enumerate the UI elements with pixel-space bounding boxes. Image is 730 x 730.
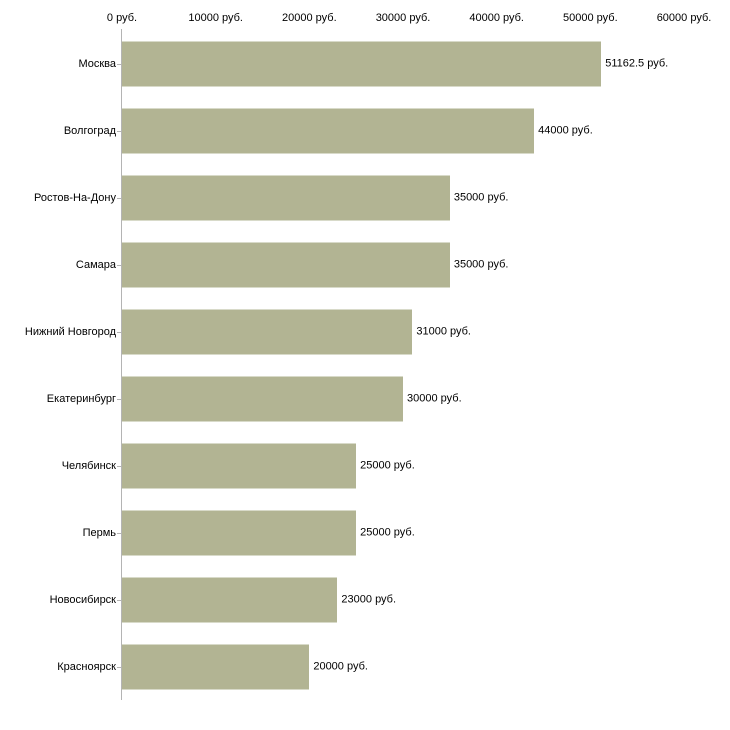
- bar[interactable]: [122, 577, 337, 622]
- bar-group: [122, 242, 508, 287]
- category-label: Самара: [75, 258, 116, 271]
- category-label: Екатеринбург: [46, 392, 116, 405]
- bar-row: [0, 298, 730, 365]
- bar-value-label: 25000 руб.: [360, 459, 415, 472]
- x-axis-tick-label: 50000 руб.: [563, 12, 618, 24]
- bar-row: [0, 365, 730, 432]
- x-axis-tick-label: 40000 руб.: [469, 12, 524, 24]
- category-label: Красноярск: [57, 660, 116, 673]
- y-axis-tick-mark: [117, 198, 121, 199]
- category-label: Москва: [78, 57, 116, 70]
- category-label: Челябинск: [61, 459, 116, 472]
- bar[interactable]: [122, 108, 534, 153]
- bar-group: [122, 376, 462, 421]
- category-label: Новосибирск: [49, 593, 116, 606]
- bar-group: [122, 309, 471, 354]
- bar-row: [0, 633, 730, 700]
- bar-value-label: 23000 руб.: [341, 593, 397, 606]
- category-label: Волгоград: [63, 124, 116, 137]
- bar[interactable]: [122, 376, 403, 421]
- bar-group: [122, 577, 396, 622]
- bar[interactable]: [122, 242, 450, 287]
- category-label: Пермь: [82, 526, 116, 539]
- bar[interactable]: [122, 175, 450, 220]
- bar-row: [0, 499, 730, 566]
- category-label: Нижний Новгород: [24, 325, 116, 338]
- y-axis-tick-mark: [117, 332, 121, 333]
- x-axis-tick-label: 20000 руб.: [282, 12, 337, 24]
- bar-group: [122, 443, 415, 488]
- y-axis-tick-mark: [117, 399, 121, 400]
- bar-row: [0, 30, 730, 97]
- x-axis-tick-label: 0 руб.: [106, 12, 138, 24]
- bar-value-label: 31000 руб.: [416, 325, 471, 338]
- bar-row: [0, 231, 730, 298]
- bar-value-label: 30000 руб.: [407, 392, 462, 405]
- bar-value-label: 51162.5 руб.: [605, 57, 669, 70]
- y-axis-tick-mark: [117, 265, 121, 266]
- bar-group: [122, 175, 508, 220]
- bar[interactable]: [122, 443, 356, 488]
- bar-group: [122, 108, 593, 153]
- bar-value-label: 25000 руб.: [360, 526, 415, 539]
- bar-value-label: 44000 руб.: [538, 124, 593, 137]
- bar-group: [122, 41, 668, 86]
- x-axis-tick-label: 60000 руб.: [656, 12, 712, 24]
- x-axis-tick-label: 10000 руб.: [188, 12, 243, 24]
- bar-value-label: 35000 руб.: [453, 191, 509, 204]
- bar-group: [122, 644, 368, 689]
- bar[interactable]: [122, 309, 412, 354]
- bar-value-label: 20000 руб.: [313, 660, 368, 673]
- bar-row: [0, 97, 730, 164]
- y-axis-tick-mark: [117, 64, 121, 65]
- x-axis: [0, 0, 730, 30]
- bar[interactable]: [122, 41, 601, 86]
- x-axis-tick-label: 30000 руб.: [375, 12, 431, 24]
- bar-row: [0, 164, 730, 231]
- y-axis-tick-mark: [117, 667, 121, 668]
- bar[interactable]: [122, 644, 309, 689]
- y-axis-tick-mark: [117, 533, 121, 534]
- category-label: Ростов-На-Дону: [33, 191, 116, 204]
- bars-container: [0, 30, 730, 700]
- y-axis-tick-mark: [117, 600, 121, 601]
- y-axis-tick-mark: [117, 131, 121, 132]
- bar-value-label: 35000 руб.: [453, 258, 509, 271]
- bar-group: [122, 510, 415, 555]
- bar-row: [0, 566, 730, 633]
- bar[interactable]: [122, 510, 356, 555]
- bar-row: [0, 432, 730, 499]
- y-axis-tick-mark: [117, 466, 121, 467]
